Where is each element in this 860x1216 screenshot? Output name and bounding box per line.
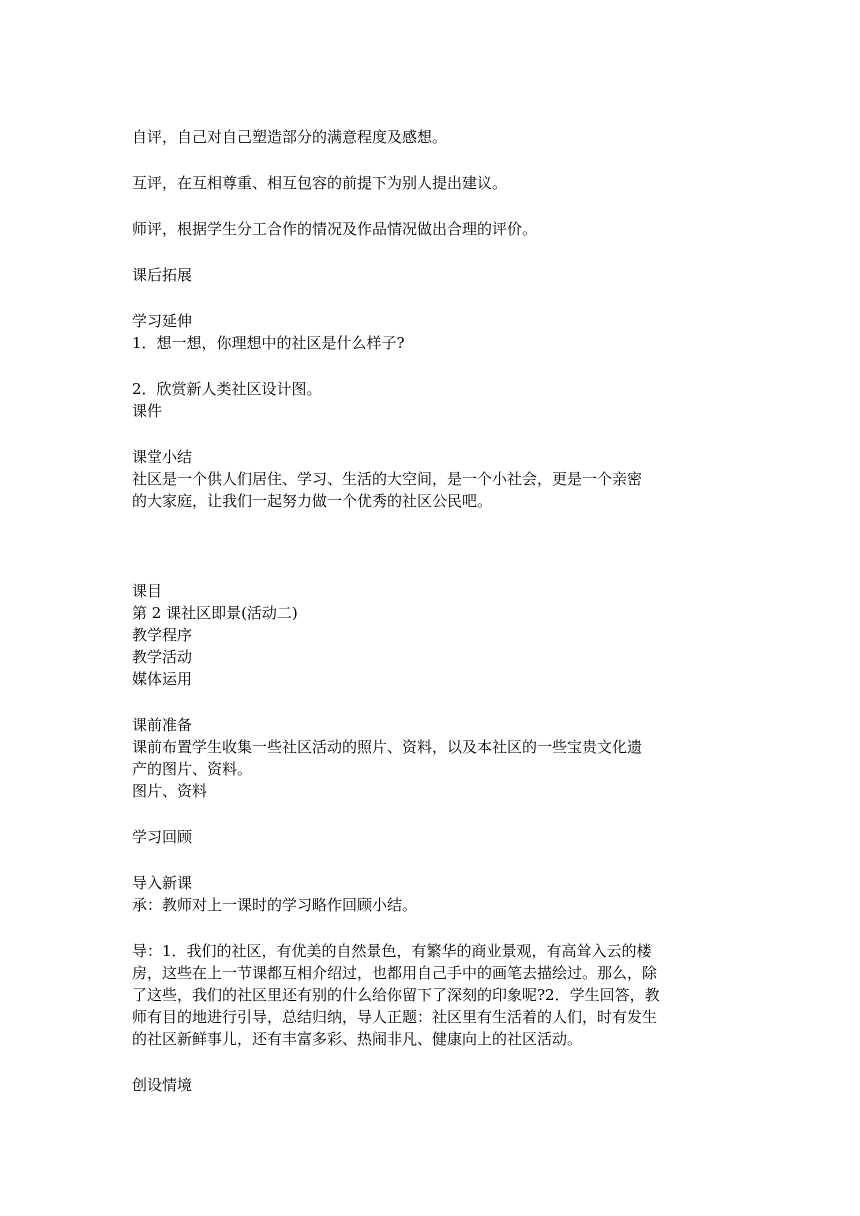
- preparation-paragraph-line-2: 产的图片、资料。: [132, 760, 253, 778]
- summary-paragraph-line-1: 社区是一个供人们居住、学习、生活的大空间，是一个小社会，更是一个亲密: [132, 470, 643, 488]
- section-heading-procedure: 教学程序: [132, 626, 193, 644]
- section-heading-introduction: 导入新课: [132, 874, 193, 892]
- section-heading-extension: 课后拓展: [132, 266, 193, 284]
- lesson-title: 第 2 课社区即景(活动二): [132, 604, 298, 622]
- self-evaluation-line: 自评，自己对自己塑造部分的满意程度及感想。: [132, 128, 448, 146]
- introduction-recap-line: 承：教师对上一课时的学习略作回顾小结。: [132, 896, 418, 914]
- pictures-materials-line: 图片、资料: [132, 782, 208, 800]
- section-heading-study-extension: 学习延伸: [132, 312, 193, 330]
- section-heading-preparation: 课前准备: [132, 716, 193, 734]
- list-item-2: 2．欣赏新人类社区设计图。: [132, 380, 322, 398]
- media-use-line: 媒体运用: [132, 670, 193, 688]
- section-heading-scenario: 创设情境: [132, 1076, 193, 1094]
- section-heading-subject: 课目: [132, 582, 163, 600]
- teacher-evaluation-line: 师评，根据学生分工合作的情况及作品情况做出合理的评价。: [132, 220, 538, 238]
- preparation-paragraph-line-1: 课前布置学生收集一些社区活动的照片、资料，以及本社区的一些宝贵文化遗: [132, 738, 643, 756]
- summary-paragraph-line-2: 的大家庭，让我们一起努力做一个优秀的社区公民吧。: [132, 492, 493, 510]
- media-courseware-line: 课件: [132, 402, 163, 420]
- teaching-activity-line: 教学活动: [132, 648, 193, 666]
- section-heading-summary: 课堂小结: [132, 448, 193, 466]
- guide-paragraph-line-5: 的社区新鲜事儿，还有丰富多彩、热闹非凡、健康向上的社区活动。: [132, 1030, 583, 1048]
- list-item-1: 1．想一想，你理想中的社区是什么样子?: [132, 334, 405, 352]
- guide-paragraph-line-2: 房，这些在上一节课都互相介绍过，也都用自己手中的画笔去描绘过。那么，除: [132, 964, 658, 982]
- section-heading-review: 学习回顾: [132, 828, 193, 846]
- guide-paragraph-line-1: 导：1．我们的社区，有优美的自然景色，有繁华的商业景观，有高耸入云的楼: [132, 942, 652, 960]
- peer-evaluation-line: 互评，在互相尊重、相互包容的前提下为别人提出建议。: [132, 174, 508, 192]
- guide-paragraph-line-4: 师有目的地进行引导，总结归纳，导人正题：社区里有生活着的人们，时有发生: [132, 1008, 658, 1026]
- guide-paragraph-line-3: 了这些，我们的社区里还有别的什么给你留下了深刻的印象呢?2．学生回答，教: [132, 986, 660, 1004]
